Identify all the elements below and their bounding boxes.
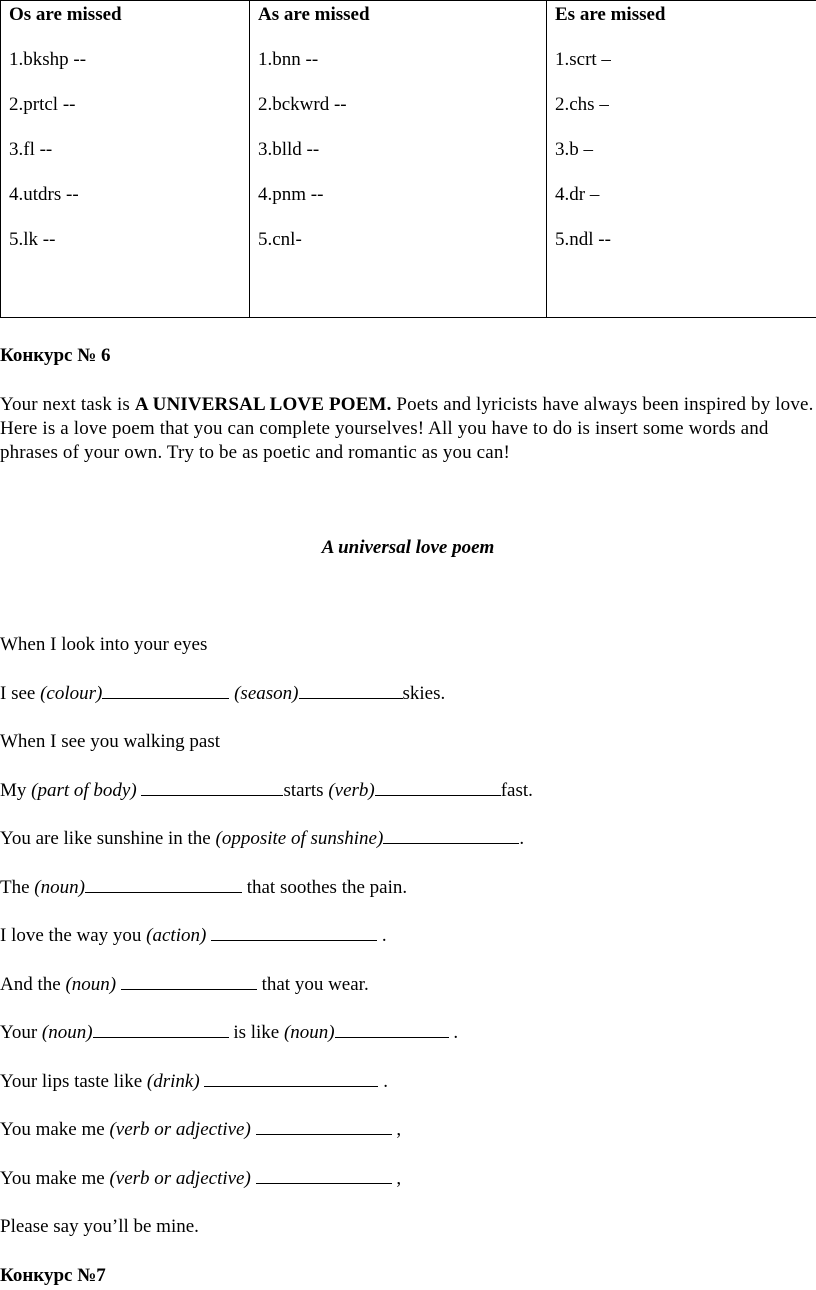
poem-line <box>0 1022 458 1045</box>
column-heading: As are missed <box>258 4 370 25</box>
poem-text: I love the way you <box>0 925 147 946</box>
table-row <box>1 1 816 318</box>
poem-text: Please say you’ll be mine. <box>0 1216 199 1237</box>
answer-blank[interactable] <box>256 1119 392 1135</box>
poem-text: . <box>519 828 525 849</box>
poem-text: skies. <box>402 683 446 704</box>
hint-noun: (noun) <box>65 974 117 995</box>
poem-text: Your <box>0 1022 42 1043</box>
poem-text: And the <box>0 974 66 995</box>
poem-text: Your lips taste like <box>0 1071 147 1092</box>
list-item: 5.cnl- <box>258 229 302 250</box>
list-item: 1.scrt – <box>555 49 611 70</box>
as-column <box>250 1 547 318</box>
list-item: 1.bkshp -- <box>9 49 87 70</box>
poem-text: , <box>391 1119 402 1140</box>
poem-text: . <box>448 1022 459 1043</box>
list-item: 3.blld -- <box>258 139 320 160</box>
poem-text: You make me <box>0 1119 110 1140</box>
answer-blank[interactable] <box>141 780 283 796</box>
poem-text: The <box>0 877 35 898</box>
es-column <box>547 1 816 318</box>
list-item: 4.pnm -- <box>258 184 324 205</box>
contest-7-heading: Конкурс №7 <box>0 1265 106 1286</box>
poem-text: You are like sunshine in the <box>0 828 216 849</box>
poem-line <box>0 780 533 803</box>
poem-line <box>0 634 207 657</box>
hint-verb-or-adjective: (verb or adjective) <box>109 1119 251 1140</box>
answer-blank[interactable] <box>93 1022 229 1038</box>
answer-blank[interactable] <box>204 1071 378 1087</box>
answer-blank[interactable] <box>256 1168 392 1184</box>
list-item: 3.fl -- <box>9 139 53 160</box>
poem-line <box>0 1216 199 1239</box>
task-title: A UNIVERSAL LOVE POEM. <box>134 394 392 415</box>
poem-text: My <box>0 780 32 801</box>
list-item: 2.prtcl -- <box>9 94 76 115</box>
answer-blank[interactable] <box>375 780 501 796</box>
poem-line <box>0 1168 401 1191</box>
intro-text: Your next task is <box>0 394 135 415</box>
hint-part-of-body: (part of body) <box>31 780 137 801</box>
poem-line <box>0 828 524 851</box>
poem-line <box>0 731 220 754</box>
answer-blank[interactable] <box>211 925 377 941</box>
intro-text: Poets and lyricists have always been inspired by love. Here is a love poem that you can complete yourselves! All you have to do is insert some words and phrases of your own. Try to be as poetic and romantic as you can! <box>0 394 814 463</box>
poem-line <box>0 1071 388 1094</box>
contest-6-instructions <box>0 393 816 465</box>
poem-text: . <box>378 1071 388 1092</box>
poem-text: that soothes the pain. <box>241 877 408 898</box>
column-heading: Es are missed <box>555 4 666 25</box>
list-item: 2.chs – <box>555 94 609 115</box>
hint-season: (season) <box>234 683 299 704</box>
contest-6-heading: Конкурс № 6 <box>0 345 111 366</box>
poem-text: When I see you walking past <box>0 731 221 752</box>
list-item: 4.dr – <box>555 184 600 205</box>
poem-text: , <box>391 1168 402 1189</box>
answer-blank[interactable] <box>335 1022 449 1038</box>
hint-opposite-of-sunshine: (opposite of sunshine) <box>215 828 384 849</box>
list-item: 3.b – <box>555 139 593 160</box>
column-heading: Os are missed <box>9 4 122 25</box>
poem-text: starts <box>283 780 329 801</box>
poem-text: is like <box>228 1022 284 1043</box>
answer-blank[interactable] <box>299 683 403 699</box>
hint-drink: (drink) <box>146 1071 200 1092</box>
hint-noun: (noun) <box>34 877 85 898</box>
poem-line <box>0 925 387 948</box>
list-item: 1.bnn -- <box>258 49 319 70</box>
poem-line <box>0 877 407 900</box>
hint-verb: (verb) <box>328 780 375 801</box>
poem-title: A universal love poem <box>321 537 495 558</box>
hint-action: (action) <box>146 925 207 946</box>
list-item: 5.ndl -- <box>555 229 611 250</box>
hint-noun: (noun) <box>41 1022 93 1043</box>
os-column <box>1 1 250 318</box>
hint-noun: (noun) <box>283 1022 335 1043</box>
poem-text: You make me <box>0 1168 110 1189</box>
hint-verb-or-adjective: (verb or adjective) <box>109 1168 251 1189</box>
poem-line <box>0 683 445 706</box>
answer-blank[interactable] <box>102 683 229 699</box>
answer-blank[interactable] <box>121 974 257 990</box>
answer-blank[interactable] <box>85 877 242 893</box>
missing-letters-table <box>0 0 816 318</box>
poem-text: When I look into your eyes <box>0 634 208 655</box>
poem-text: that you wear. <box>256 974 369 995</box>
answer-blank[interactable] <box>383 828 519 844</box>
poem-text: I see <box>0 683 41 704</box>
list-item: 5.lk -- <box>9 229 56 250</box>
list-item: 2.bckwrd -- <box>258 94 347 115</box>
hint-colour: (colour) <box>40 683 103 704</box>
list-item: 4.utdrs -- <box>9 184 79 205</box>
poem-text: . <box>377 925 387 946</box>
poem-line <box>0 974 369 997</box>
poem-text: fast. <box>500 780 533 801</box>
poem-line <box>0 1119 401 1142</box>
